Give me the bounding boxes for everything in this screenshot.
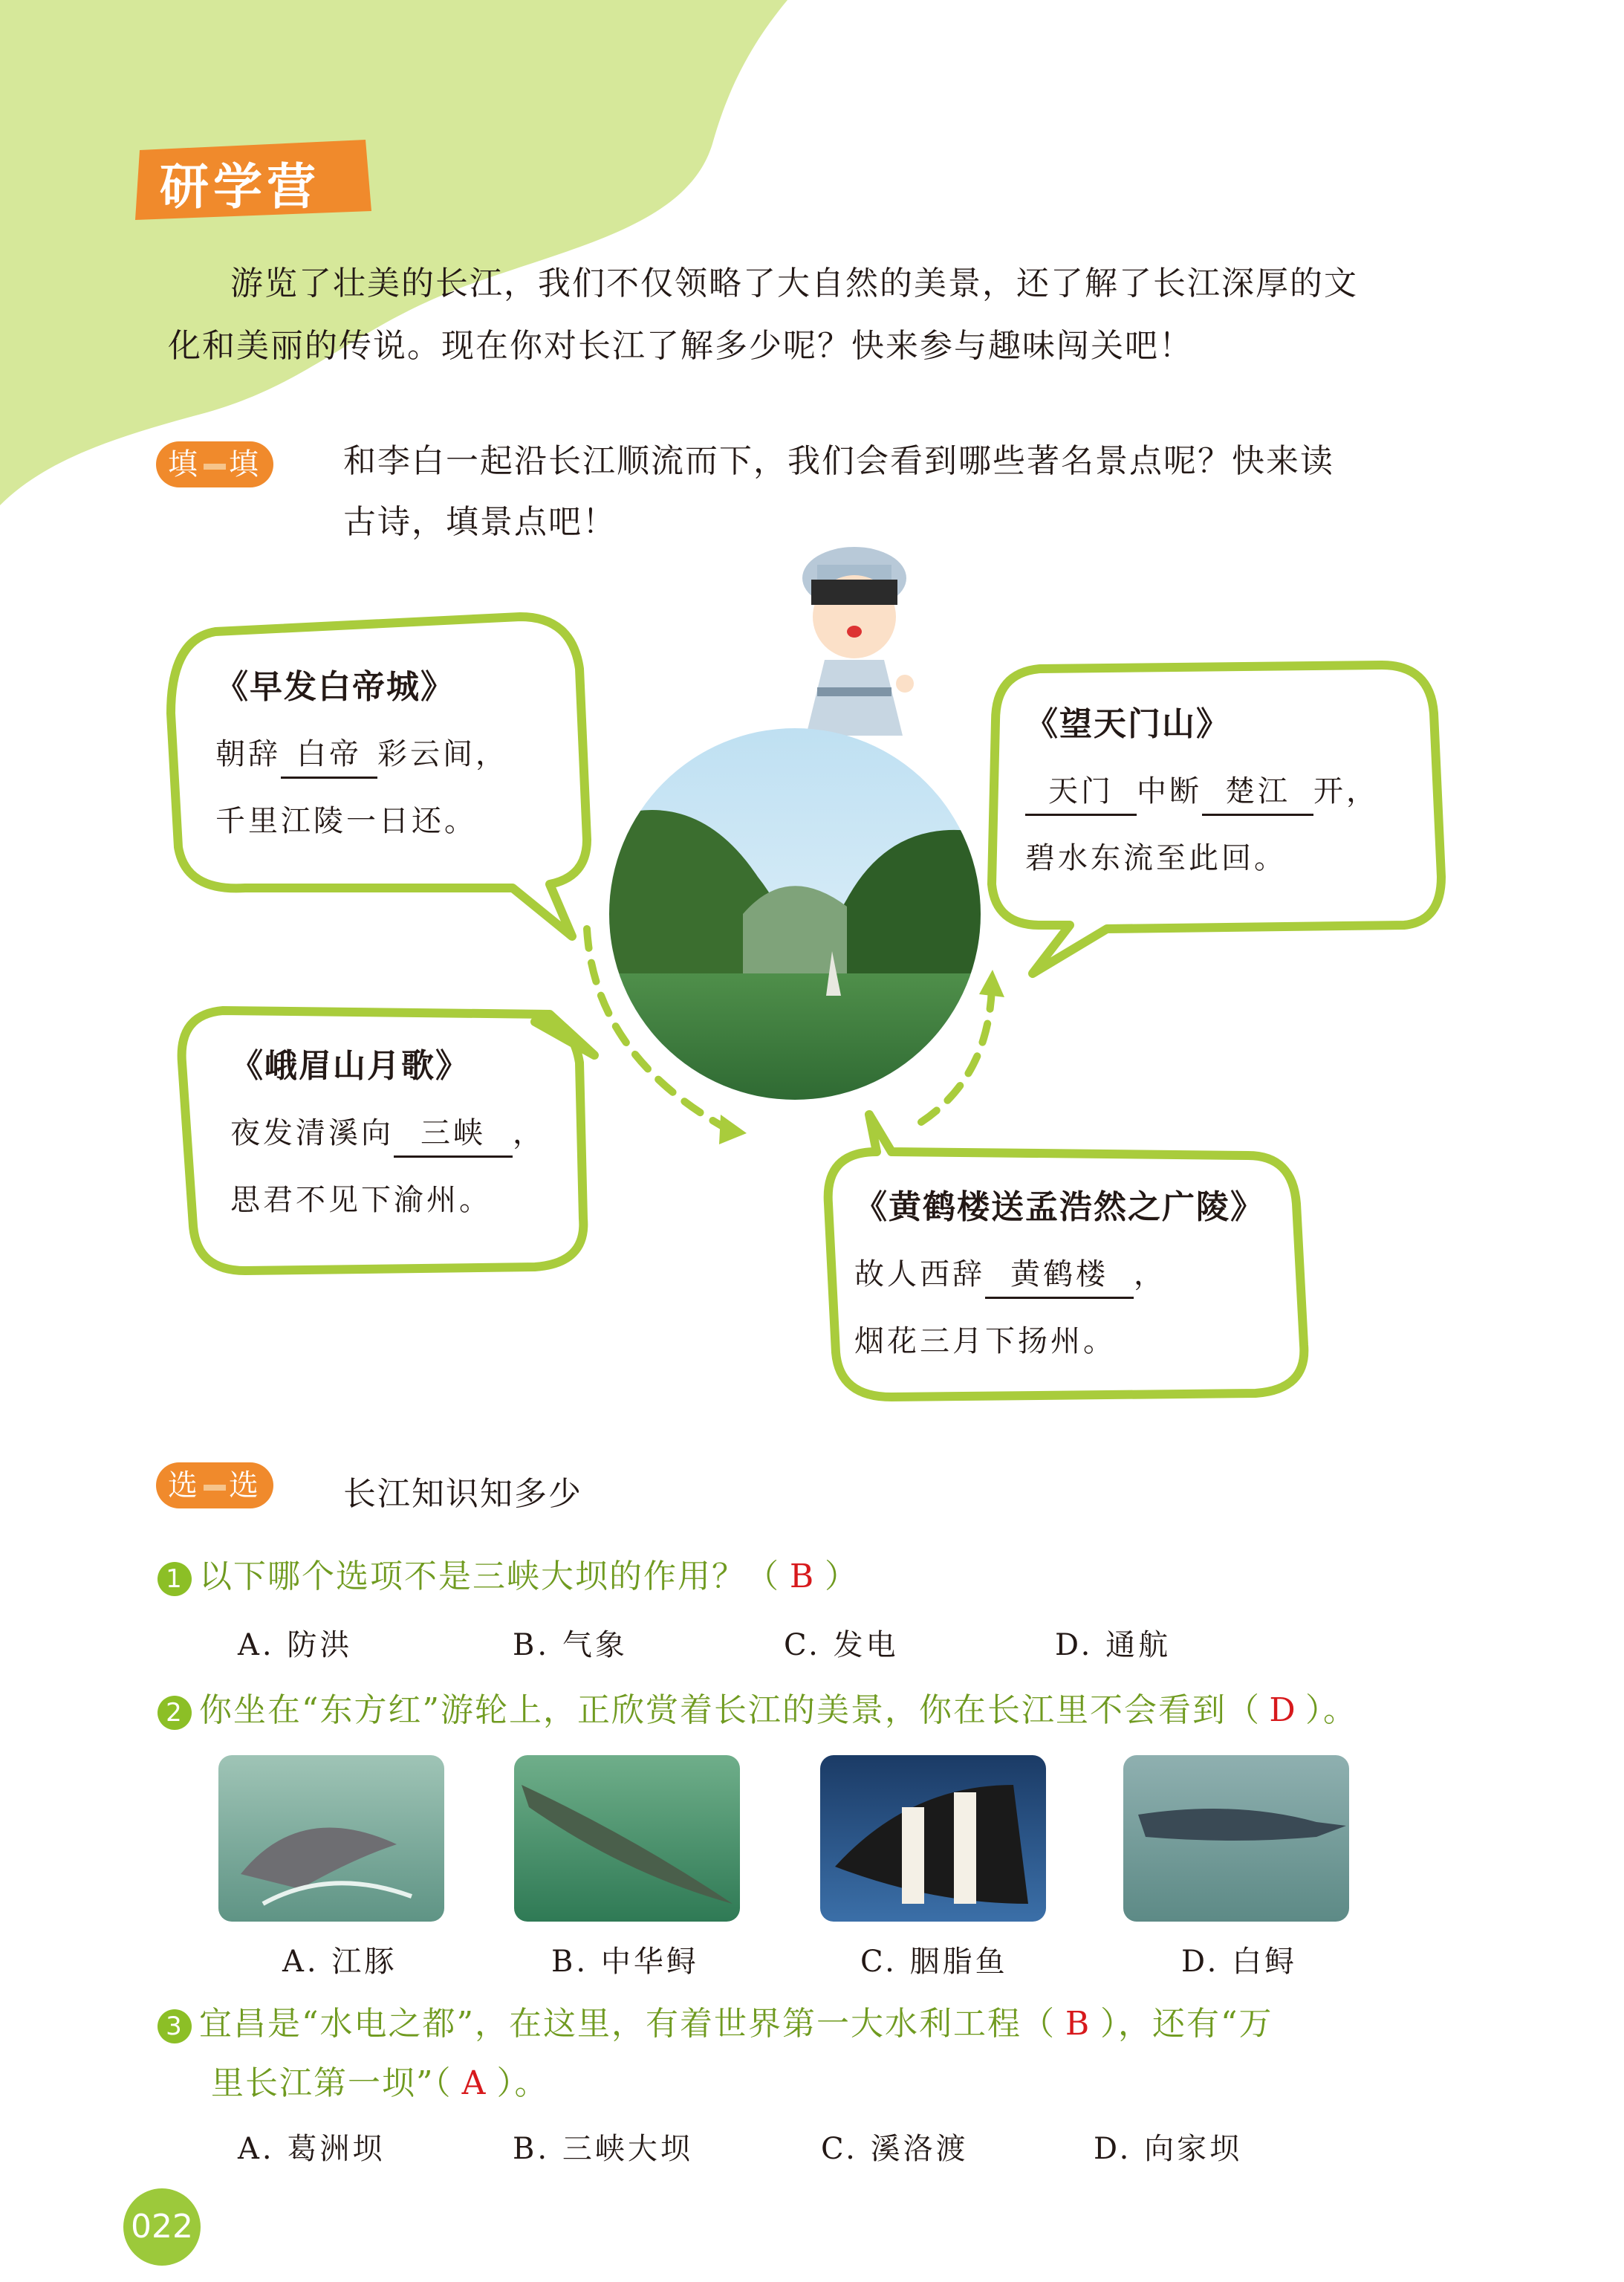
fill-tag-char-2: 填 — [229, 447, 262, 482]
fill-instruction-line-2: 古诗，填景点吧！ — [343, 503, 617, 541]
poem-2-title: 《望天门山》 — [1025, 705, 1230, 743]
river-landscape-image — [609, 728, 981, 1100]
poem-3-blank[interactable]: 三峡 — [394, 1111, 513, 1158]
q3-option-c[interactable]: C. 溪洛渡 — [821, 2132, 969, 2166]
photo-finless-porpoise[interactable] — [218, 1755, 444, 1922]
q1-option-a[interactable]: A. 防洪 — [238, 1628, 353, 1662]
question-3-text-b: ），还有“万 — [1100, 2005, 1273, 2043]
poem-2-line-2: 碧水东流至此回。 — [1025, 841, 1287, 875]
intro-line-2: 化和美丽的传说。现在你对长江了解多少呢？快来参与趣味闯关吧！ — [168, 327, 1193, 365]
question-2-close: ）。 — [1305, 1691, 1357, 1729]
poem-2-blank-1[interactable]: 天门 — [1025, 769, 1137, 816]
poem-4-title: 《黄鹤楼送孟浩然之广陵》 — [854, 1188, 1264, 1226]
poem-4 — [854, 1174, 1264, 1375]
poem-4-text-b: ， — [1134, 1257, 1166, 1291]
poem-2-blank-2[interactable]: 楚江 — [1202, 769, 1313, 816]
poem-3-line-1 — [230, 1100, 545, 1167]
poem-3-text-b: ， — [513, 1116, 545, 1150]
q2-option-b[interactable]: B. 中华鲟 — [551, 1945, 699, 1979]
poem-4-line-2: 烟花三月下扬州。 — [854, 1324, 1116, 1358]
poem-2 — [1025, 691, 1379, 892]
arrow-head-1 — [719, 1115, 747, 1144]
poem-1-line-1 — [215, 721, 508, 788]
question-1-number: 1 — [157, 1562, 192, 1596]
poem-3-title: 《峨眉山月歌》 — [230, 1047, 470, 1085]
intro-line-1: 游览了壮美的长江，我们不仅领略了大自然的美景，还了解了长江深厚的文 — [230, 265, 1358, 302]
question-2-answer[interactable]: D — [1269, 1691, 1297, 1729]
fill-instruction-line-1: 和李白一起沿长江顺流而下，我们会看到哪些著名景点呢？快来读 — [343, 442, 1334, 480]
question-2-text: 你坐在“东方红”游轮上，正欣赏着长江的美景，你在长江里不会看到（ — [199, 1691, 1261, 1729]
question-1 — [157, 1547, 859, 1607]
q3-option-d[interactable]: D. 向家坝 — [1094, 2132, 1243, 2166]
poem-1-text-a: 朝辞 — [215, 737, 281, 771]
tag-dash — [204, 1485, 226, 1491]
question-3 — [157, 1994, 1495, 2113]
fill-tag-char-1: 填 — [168, 447, 201, 482]
poem-1-blank[interactable]: 白帝 — [281, 732, 377, 779]
poem-3-text-a: 夜发清溪向 — [230, 1116, 394, 1150]
question-3-text-a: 宜昌是“水电之都”，在这里，有着世界第一大水利工程（ — [199, 2005, 1056, 2043]
poem-4-text-a: 故人西辞 — [854, 1257, 985, 1291]
choose-tag-char-2: 选 — [229, 1468, 262, 1503]
poem-2-text-mid: 中断 — [1137, 774, 1202, 808]
poem-2-text-end: 开， — [1313, 774, 1379, 808]
q2-option-d[interactable]: D. 白鲟 — [1181, 1945, 1298, 1979]
question-3-number: 3 — [157, 2009, 192, 2043]
question-1-text: 以下哪个选项不是三峡大坝的作用？（ — [199, 1557, 780, 1595]
question-3-text-c: 里长江第一坝”（ — [211, 2064, 452, 2102]
choose-tag-char-1: 选 — [168, 1468, 201, 1503]
li-bai-character-icon — [773, 535, 936, 743]
poem-1-line-2: 千里江陵一日还。 — [215, 804, 477, 838]
choose-section-tag — [156, 1462, 273, 1508]
question-2 — [157, 1681, 1357, 1740]
q1-option-b[interactable]: B. 气象 — [513, 1628, 628, 1662]
photo-chinese-paddlefish[interactable] — [1123, 1755, 1349, 1922]
question-3-line-2 — [157, 2054, 1495, 2113]
question-3-line-1 — [157, 1994, 1495, 2054]
question-2-number: 2 — [157, 1696, 192, 1730]
arrow-head-2 — [979, 970, 1004, 997]
question-3-close: ）。 — [496, 2064, 549, 2102]
photo-chinese-sucker[interactable] — [820, 1755, 1046, 1922]
question-1-close: ） — [825, 1557, 859, 1595]
question-3-answer-1[interactable]: B — [1065, 2005, 1091, 2043]
q2-option-a[interactable]: A. 江豚 — [282, 1945, 397, 1979]
photo-chinese-sturgeon[interactable] — [514, 1755, 740, 1922]
q1-option-d[interactable]: D. 通航 — [1055, 1628, 1172, 1662]
page-number: 022 — [123, 2188, 201, 2266]
poem-2-line-1 — [1025, 758, 1379, 825]
question-1-answer[interactable]: B — [789, 1557, 816, 1595]
page-title: 研学营 — [160, 158, 320, 215]
poem-3-line-2: 思君不见下渝州。 — [230, 1183, 492, 1217]
question-3-answer-2[interactable]: A — [461, 2064, 487, 2102]
q3-option-a[interactable]: A. 葛洲坝 — [238, 2132, 386, 2166]
q1-option-c[interactable]: C. 发电 — [784, 1628, 899, 1662]
q3-option-b[interactable]: B. 三峡大坝 — [513, 2132, 693, 2166]
poem-3 — [230, 1033, 545, 1234]
poem-1 — [215, 654, 508, 855]
poem-4-line-1 — [854, 1241, 1264, 1308]
poem-4-blank[interactable]: 黄鹤楼 — [985, 1252, 1134, 1299]
poem-1-title: 《早发白帝城》 — [215, 668, 455, 706]
q2-option-c[interactable]: C. 胭脂鱼 — [860, 1945, 1008, 1979]
poem-1-text-b: 彩云间， — [377, 737, 508, 771]
choose-heading: 长江知识知多少 — [343, 1475, 582, 1513]
